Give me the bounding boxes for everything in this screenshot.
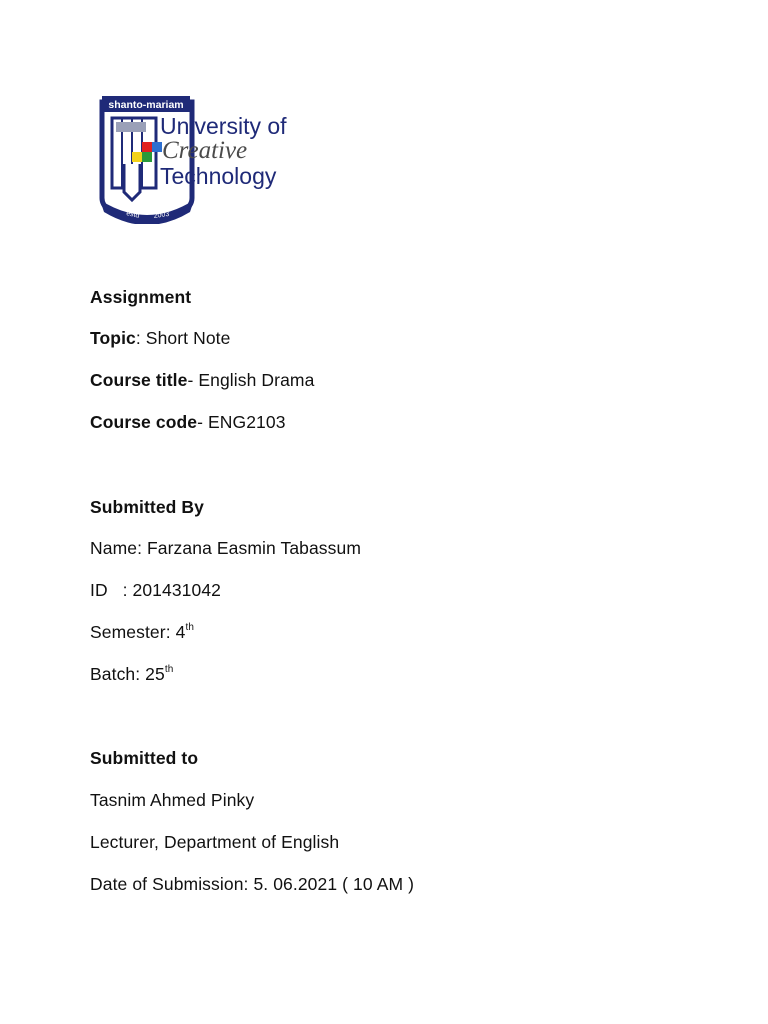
submission-date: Date of Submission: 5. 06.2021 ( 10 AM )	[90, 874, 415, 894]
course-code-value: - ENG2103	[197, 412, 286, 432]
submitted-to-heading: Submitted to	[90, 748, 199, 768]
logo-estd-year: 2003	[153, 210, 170, 220]
logo-estd-label: estd	[125, 210, 140, 220]
semester-suffix: th	[185, 622, 194, 634]
batch-text: Batch: 25	[90, 664, 165, 684]
student-name: Name: Farzana Easmin Tabassum	[90, 538, 362, 558]
lecturer-name: Tasnim Ahmed Pinky	[90, 790, 255, 810]
course-title-value: - English Drama	[187, 370, 315, 390]
course-title-label: Course title	[90, 370, 188, 390]
lecturer-designation: Lecturer, Department of English	[90, 832, 340, 852]
topic-line	[90, 327, 230, 349]
topic-value: : Short Note	[135, 328, 231, 348]
logo-banner-text: shanto-mariam	[108, 99, 184, 111]
assignment-heading: Assignment	[90, 287, 192, 307]
logo-line-technology: Technology	[160, 163, 277, 189]
topic-label: Topic	[90, 328, 136, 348]
semester-text: Semester: 4	[90, 622, 186, 642]
course-code-line	[90, 411, 286, 433]
submitted-by-heading: Submitted By	[90, 497, 204, 517]
batch-line	[90, 663, 173, 685]
semester-line	[90, 621, 194, 643]
logo-line-creative: Creative	[162, 137, 248, 164]
course-code-label: Course code	[90, 412, 198, 432]
course-title-line	[90, 369, 314, 391]
logo-line-university: University of	[160, 113, 287, 139]
university-logo	[96, 94, 316, 224]
batch-suffix: th	[164, 664, 174, 676]
student-id: ID : 201431042	[90, 580, 222, 600]
